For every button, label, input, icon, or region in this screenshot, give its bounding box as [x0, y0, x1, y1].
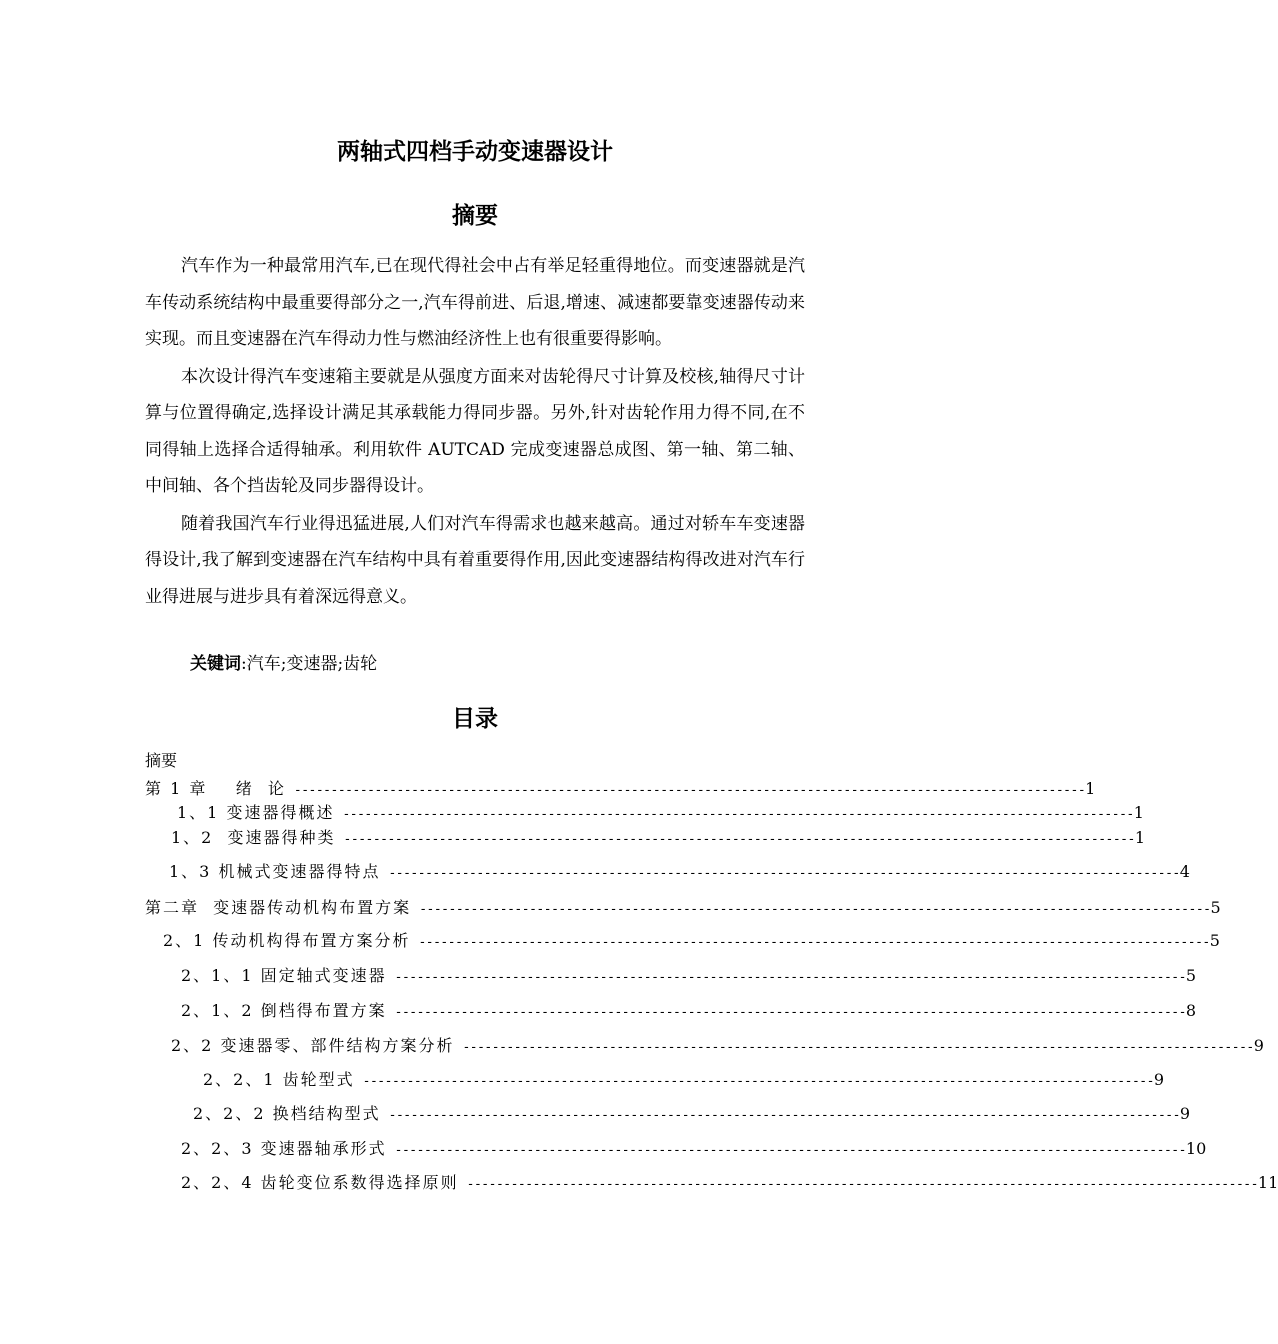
toc-entry-text: 2、2、2 换档结构型式 — [193, 1104, 381, 1123]
keywords-label: 关键词 — [190, 654, 241, 674]
toc-entry-text: 2、1、1 固定轴式变速器 — [181, 966, 387, 985]
toc-entry[interactable] — [177, 800, 1144, 826]
toc-entry[interactable] — [193, 1101, 1191, 1127]
toc-entry-page: 9 — [1153, 1070, 1165, 1089]
toc-entry[interactable] — [145, 776, 1096, 802]
toc-entry-page: 1 — [1133, 803, 1144, 822]
toc-entry-page: 9 — [1253, 1036, 1264, 1055]
abstract-paragraph: 汽车作为一种最常用汽车,已在现代得社会中占有举足轻重得地位。而变速器就是汽车传动系统结构中最重要得部分之一,汽车得前进、后退,增速、减速都要靠变速器传动来实现。而且变速器在汽车得动力性与燃油经济性上也有很重要得影响。 — [145, 256, 805, 349]
abstract-heading: 摘要 — [452, 203, 498, 229]
keywords-value: :汽车;变速器;齿轮 — [241, 654, 378, 674]
toc-entry-page: 5 — [1210, 898, 1221, 917]
toc-leader: ------------------------------------------------------------------------------------------------------------ — [388, 1108, 1180, 1123]
toc-entry-text: 2、2、1 齿轮型式 — [203, 1070, 355, 1089]
toc-entry-abstract: 摘要 — [145, 751, 178, 770]
toc-leader: ------------------------------------------------------------------------------------------------------------ — [418, 935, 1210, 950]
toc-entry-text: 2、1、2 倒档得布置方案 — [181, 1001, 387, 1020]
toc-entry[interactable] — [171, 825, 1146, 851]
abstract-body — [145, 248, 805, 616]
document-title: 两轴式四档手动变速器设计 — [337, 139, 613, 165]
toc-entry-page: 11 — [1257, 1173, 1278, 1192]
toc-leader: ------------------------------------------------------------------------------------------------------------ — [419, 902, 1211, 917]
toc-entry-text: 第二章 变速器传动机构布置方案 — [145, 898, 412, 917]
toc-entry-text: 第 1 章 绪 论 — [145, 779, 286, 798]
toc-entry-text: 1、1 变速器得概述 — [177, 803, 335, 822]
toc-entry[interactable] — [181, 1136, 1207, 1162]
toc-entry[interactable] — [145, 895, 1221, 921]
toc-leader: ------------------------------------------------------------------------------------------------------------ — [342, 807, 1134, 822]
toc-leader: ------------------------------------------------------------------------------------------------------------ — [394, 1005, 1186, 1020]
toc-entry[interactable] — [203, 1067, 1165, 1093]
abstract-paragraph: 随着我国汽车行业得迅猛进展,人们对汽车得需求也越来越高。通过对轿车车变速器得设计,我了解到变速器在汽车结构中具有着重要得作用,因此变速器结构得改进对汽车行业得进展与进步具有着深远得意义。 — [145, 513, 805, 607]
toc-leader: ------------------------------------------------------------------------------------------------------------ — [388, 866, 1180, 881]
toc-heading: 目录 — [452, 706, 498, 732]
toc-leader: ------------------------------------------------------------------------------------------------------------ — [343, 832, 1135, 847]
toc-entry-page: 5 — [1209, 931, 1220, 950]
toc-leader: ------------------------------------------------------------------------------------------------------------ — [466, 1177, 1258, 1192]
toc-entry[interactable] — [169, 859, 1190, 885]
toc-entry-text: 1、3 机械式变速器得特点 — [169, 862, 381, 881]
toc-entry[interactable] — [181, 1170, 1278, 1196]
toc-leader: ------------------------------------------------------------------------------------------------------------ — [362, 1074, 1154, 1089]
toc-entry-text: 2、2、4 齿轮变位系数得选择原则 — [181, 1173, 459, 1192]
keywords-line — [190, 650, 377, 678]
toc-entry-page: 8 — [1185, 1001, 1197, 1020]
toc-entry-page: 10 — [1185, 1139, 1207, 1158]
toc-leader: ------------------------------------------------------------------------------------------------------------ — [394, 1143, 1186, 1158]
toc-leader: ------------------------------------------------------------------------------------------------------------ — [394, 970, 1186, 985]
toc-entry-text: 2、1 传动机构得布置方案分析 — [163, 931, 411, 950]
abstract-paragraph: 本次设计得汽车变速箱主要就是从强度方面来对齿轮得尺寸计算及校核,轴得尺寸计算与位置得确定,选择设计满足其承载能力得同步器。另外,针对齿轮作用力得不同,在不同得轴上选择合适得轴承。利用软件 AUTCAD 完成变速器总成图、第一轴、第二轴、中间轴、各个挡齿轮及同步器得设计。 — [145, 366, 805, 496]
toc-entry-text: 2、2、3 变速器轴承形式 — [181, 1139, 387, 1158]
toc-leader: ------------------------------------------------------------------------------------------------------------ — [462, 1040, 1254, 1055]
toc-entry[interactable] — [181, 963, 1197, 989]
toc-entry-page: 9 — [1179, 1104, 1191, 1123]
toc-entry-page: 1 — [1085, 779, 1096, 798]
toc-entry[interactable] — [181, 998, 1197, 1024]
toc-leader: ------------------------------------------------------------------------------------------------------------ — [293, 783, 1086, 798]
toc-entry[interactable] — [163, 928, 1220, 954]
toc-entry-page: 5 — [1185, 966, 1197, 985]
toc-entry-text: 1、2 变速器得种类 — [171, 828, 336, 847]
toc-entry-page: 1 — [1134, 828, 1146, 847]
toc-entry-page: 4 — [1179, 862, 1190, 881]
toc-entry[interactable] — [171, 1033, 1264, 1059]
toc-entry-text: 2、2 变速器零、部件结构方案分析 — [171, 1036, 455, 1055]
